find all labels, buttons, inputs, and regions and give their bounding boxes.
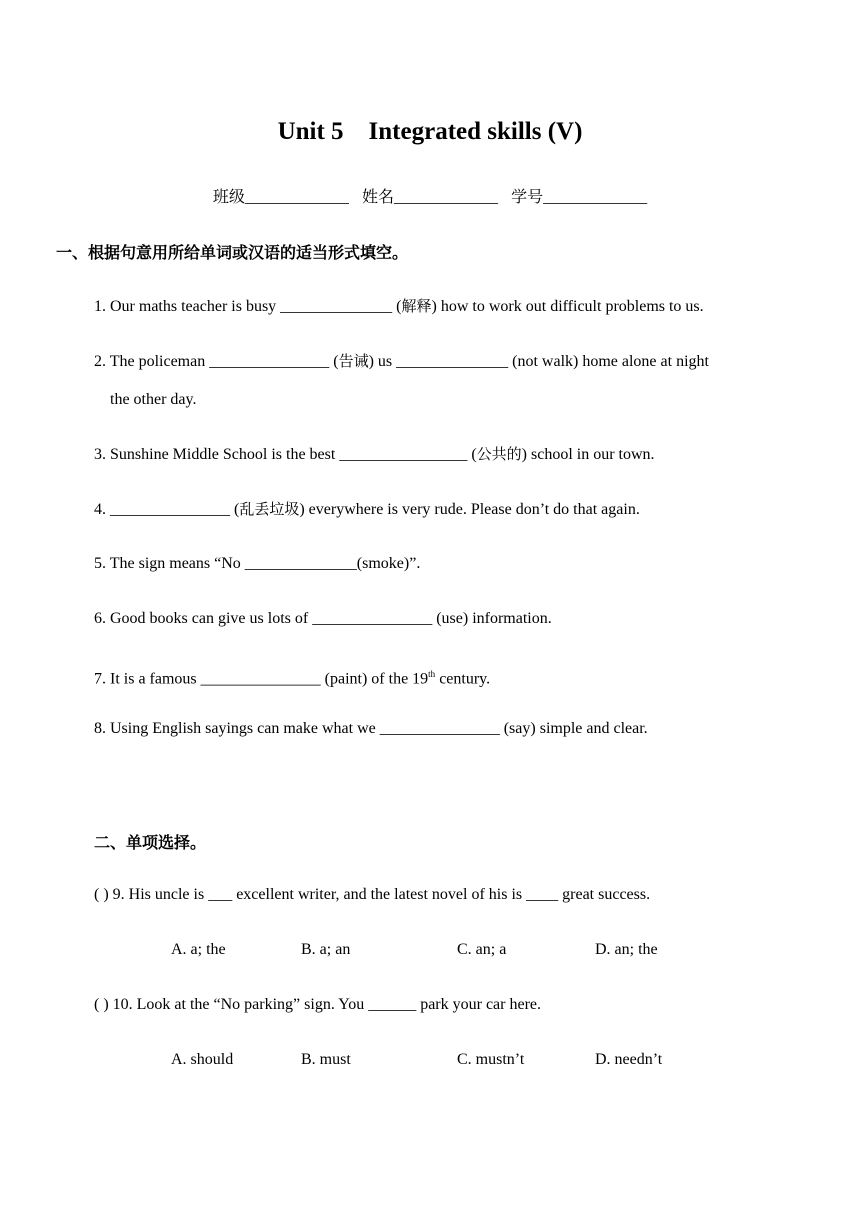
chinese-hint: 乱丢垃圾 <box>239 500 300 518</box>
page-title: Unit 5 Integrated skills (V) <box>277 118 583 145</box>
number-blank: _____________ <box>543 189 648 206</box>
question-10-option-b: B. must <box>301 1051 351 1068</box>
question-text: 6. Good books can give us lots of _______________ (use) information. <box>94 610 552 627</box>
question-2 <box>94 342 709 419</box>
name-label: 姓名 <box>361 187 394 206</box>
question-4 <box>94 490 640 529</box>
question-3 <box>94 435 655 474</box>
chinese-hint: 解释 <box>401 297 432 315</box>
question-text: ) school in our town. <box>521 446 655 463</box>
question-text: 5. The sign means “No ______________(smoke)”. <box>94 555 421 572</box>
question-9-stem: ( ) 9. His uncle is ___ excellent writer, and the latest novel of his is ____ great success. <box>94 886 651 903</box>
chinese-hint: 公共的 <box>476 445 522 463</box>
question-7 <box>94 655 490 698</box>
question-text: 1. Our maths teacher is busy ______________ ( <box>94 298 402 315</box>
class-label: 班级 <box>212 187 245 206</box>
question-10-stem: ( ) 10. Look at the “No parking” sign. You ______ park your car here. <box>94 996 542 1013</box>
ordinal-superscript: th <box>428 669 436 679</box>
question-text: ) everywhere is very rude. Please don’t do that again. <box>299 501 640 518</box>
question-10-option-c: C. mustn’t <box>457 1051 525 1068</box>
section1-heading: 一、根据句意用所给单词或汉语的适当形式填空。 <box>56 243 409 262</box>
question-10-option-d: D. needn’t <box>595 1051 663 1068</box>
question-9-option-a: A. a; the <box>171 941 226 958</box>
question-text: century. <box>435 670 491 688</box>
question-text: 8. Using English sayings can make what we _______________ (say) simple and clear. <box>94 720 648 737</box>
name-blank: _____________ <box>394 189 498 206</box>
question-text: ) us ______________ (not walk) home alone at night <box>368 353 709 370</box>
question-text: 7. It is a famous _______________ (paint) of the 19 <box>94 670 429 688</box>
question-9-option-c: C. an; a <box>457 941 507 958</box>
question-text: 2. The policeman _______________ ( <box>94 353 339 370</box>
question-8 <box>94 710 648 748</box>
question-1 <box>94 287 704 326</box>
question-10-option-a: A. should <box>171 1051 234 1068</box>
section2-heading: 二、单项选择。 <box>94 833 207 852</box>
student-info-line <box>0 184 860 207</box>
question-text: 4. _______________ ( <box>94 501 240 518</box>
question-text: 3. Sunshine Middle School is the best ________________ ( <box>94 446 477 463</box>
question-text: ) how to work out difficult problems to us. <box>431 298 704 315</box>
question-text-continued: the other day. <box>110 391 197 408</box>
class-blank: _____________ <box>244 189 349 206</box>
question-6 <box>94 600 552 638</box>
question-9-option-d: D. an; the <box>595 941 658 958</box>
chinese-hint: 告诫 <box>338 352 369 370</box>
question-9-option-b: B. a; an <box>301 941 351 958</box>
number-label: 学号 <box>511 187 544 206</box>
question-5 <box>94 545 420 583</box>
